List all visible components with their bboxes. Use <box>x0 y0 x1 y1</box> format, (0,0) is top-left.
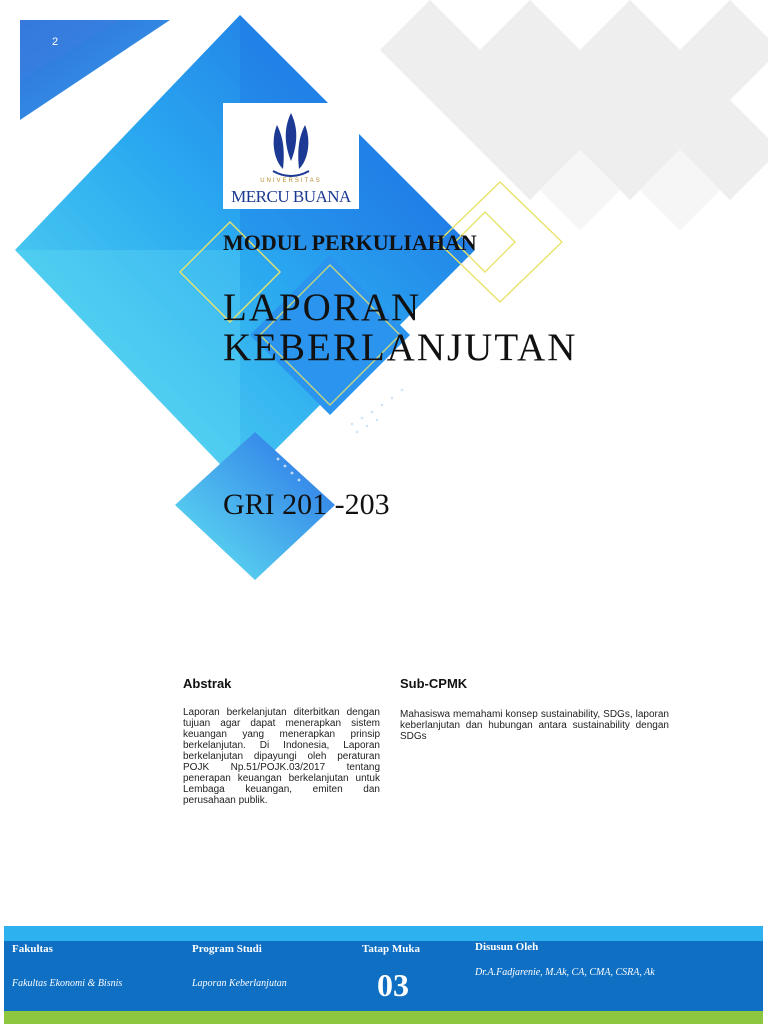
logo-subcaption: UNIVERSITAS <box>260 178 322 184</box>
footer-disusun-label: Disusun Oleh <box>475 941 539 953</box>
footer-green-strip <box>4 1011 763 1024</box>
abstract-text: Laporan berkelanjutan diterbitkan dengan tujuan agar dapat menerapkan sistem keuangan yang menerapkan prinsip berkelanjutan. Di Indonesia, Laporan berkelanjutan dipayungi oleh peraturan POJK Np.51/POJK.03/2017 tentang penerapan keuangan berkelanjutan untuk Lembaga keuangan, emiten dan perusahaan publik. <box>183 707 380 806</box>
module-label: MODUL PERKULIAHAN <box>223 230 477 255</box>
sub-cpmk-heading: Sub-CPMK <box>400 676 468 691</box>
page-subtitle: GRI 201 -203 <box>223 488 390 521</box>
university-logo <box>223 103 359 209</box>
title-line-2: KEBERLANJUTAN <box>223 326 578 369</box>
page-number: 2 <box>52 36 59 48</box>
logo-caption: MERCU BUANA <box>231 187 351 206</box>
logo-emblem-icon <box>267 111 315 177</box>
footer-tatap-label: Tatap Muka <box>362 943 420 955</box>
footer-fakultas-label: Fakultas <box>12 943 53 955</box>
footer-fakultas-value: Fakultas Ekonomi & Bisnis <box>12 978 123 989</box>
abstract-heading: Abstrak <box>183 676 232 691</box>
footer-tatap-value: 03 <box>377 967 409 1003</box>
footer-top-strip <box>4 926 763 941</box>
footer-disusun-value: Dr.A.Fadjarenie, M.Ak, CA, CMA, CSRA, Ak <box>475 967 655 978</box>
footer-prodi-value: Laporan Keberlanjutan <box>192 978 287 989</box>
title-line-1: LAPORAN <box>223 286 422 329</box>
sub-cpmk-text: Mahasiswa memahami konsep sustainability, SDGs, laporan keberlanjutan dan hubungan antara sustainability dengan SDGs <box>400 709 669 742</box>
footer-prodi-label: Program Studi <box>192 943 262 955</box>
page-title <box>223 288 577 368</box>
